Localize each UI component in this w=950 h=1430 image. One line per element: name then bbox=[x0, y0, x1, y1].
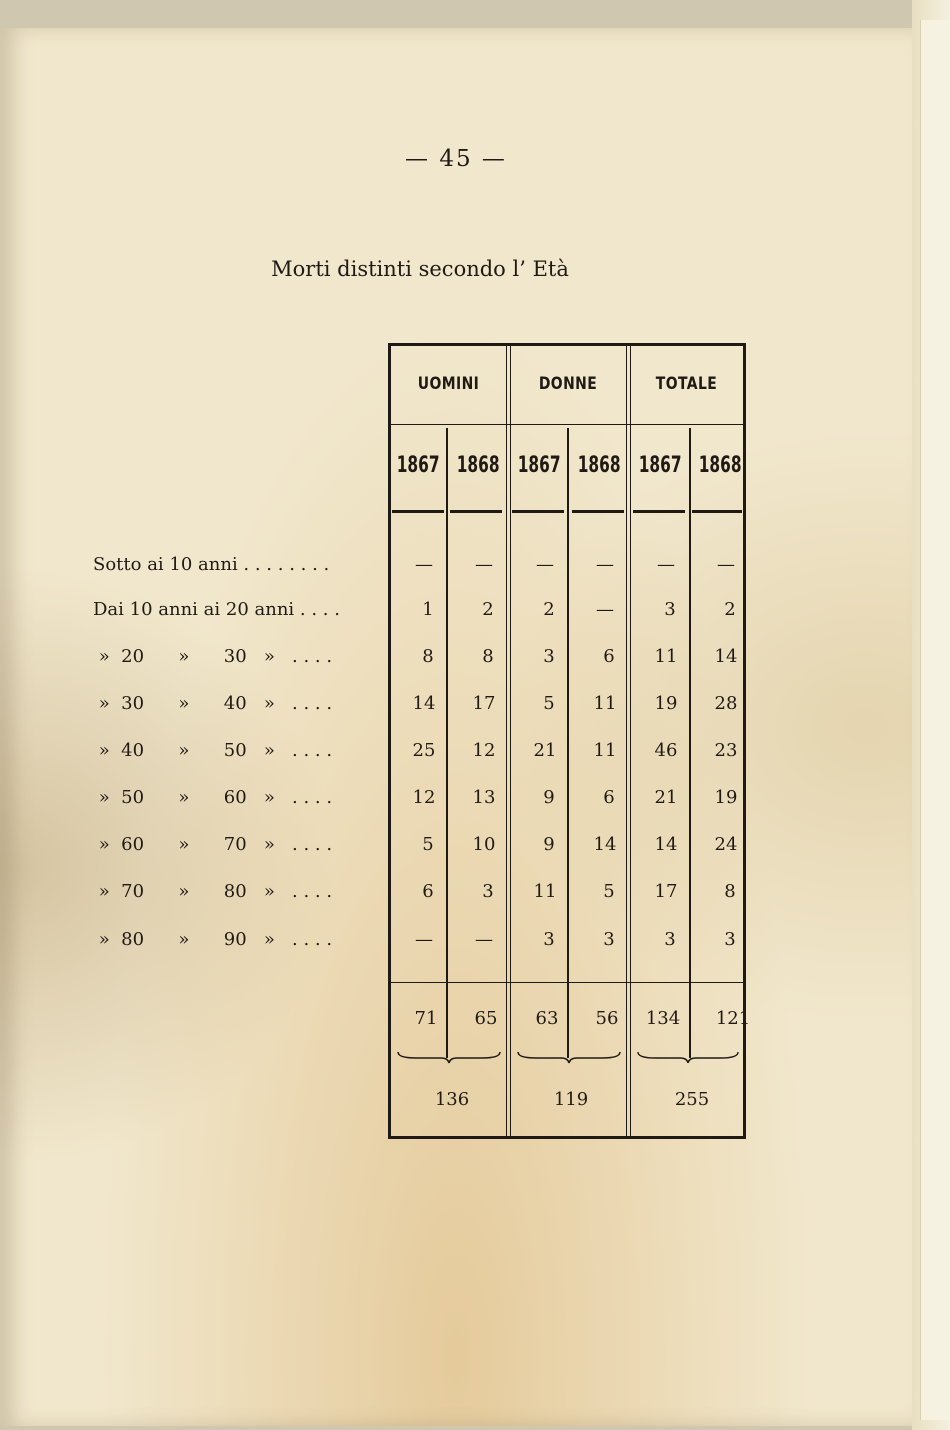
value-cell: — bbox=[415, 554, 433, 575]
value-cell: 14 bbox=[714, 646, 738, 667]
value-cell: 19 bbox=[714, 787, 738, 808]
row-label: » 20 » 30 » . . . . bbox=[93, 646, 333, 667]
value-cell: — bbox=[536, 554, 554, 575]
value-cell: 3 bbox=[543, 929, 555, 950]
value-cell: 11 bbox=[593, 740, 617, 761]
value-cell: 19 bbox=[654, 693, 678, 714]
sum-cell: 121 bbox=[715, 1008, 751, 1029]
value-cell: 11 bbox=[533, 881, 557, 902]
header-totale: TOTALE bbox=[655, 374, 718, 394]
value-cell: 3 bbox=[482, 881, 494, 902]
sum-rule bbox=[391, 982, 743, 983]
year-rule bbox=[512, 510, 564, 513]
value-cell: 2 bbox=[724, 599, 736, 620]
value-cell: 8 bbox=[482, 646, 494, 667]
year-label: 1868 bbox=[456, 453, 500, 478]
value-cell: 21 bbox=[654, 787, 678, 808]
total-uomini: 136 bbox=[434, 1089, 470, 1110]
value-cell: 6 bbox=[422, 881, 434, 902]
total-totale: 255 bbox=[674, 1089, 710, 1110]
value-cell: 17 bbox=[654, 881, 678, 902]
value-cell: 17 bbox=[472, 693, 496, 714]
value-cell: 5 bbox=[543, 693, 555, 714]
brace-mark bbox=[516, 1050, 622, 1064]
value-cell: — bbox=[657, 554, 675, 575]
brace-mark bbox=[636, 1050, 740, 1064]
row-label: » 50 » 60 » . . . . bbox=[93, 787, 333, 808]
value-cell: 46 bbox=[654, 740, 678, 761]
sum-cell: 63 bbox=[535, 1008, 559, 1029]
value-cell: 2 bbox=[482, 599, 494, 620]
value-cell: 12 bbox=[412, 787, 436, 808]
value-cell: 9 bbox=[543, 787, 555, 808]
value-cell: — bbox=[415, 929, 433, 950]
value-cell: 5 bbox=[603, 881, 615, 902]
row-label: » 40 » 50 » . . . . bbox=[93, 740, 333, 761]
value-cell: — bbox=[596, 599, 614, 620]
sum-cell: 134 bbox=[645, 1008, 681, 1029]
header-uomini: UOMINI bbox=[417, 374, 480, 394]
value-cell: 3 bbox=[603, 929, 615, 950]
value-cell: 11 bbox=[593, 693, 617, 714]
sum-cell: 71 bbox=[414, 1008, 438, 1029]
value-cell: 12 bbox=[472, 740, 496, 761]
value-cell: 3 bbox=[543, 646, 555, 667]
row-label: » 30 » 40 » . . . . bbox=[93, 693, 333, 714]
value-cell: 3 bbox=[724, 929, 736, 950]
value-cell: 5 bbox=[422, 834, 434, 855]
value-cell: 3 bbox=[664, 599, 676, 620]
year-rule bbox=[572, 510, 624, 513]
value-cell: — bbox=[596, 554, 614, 575]
value-cell: — bbox=[475, 554, 493, 575]
year-rule bbox=[633, 510, 685, 513]
row-label: » 60 » 70 » . . . . bbox=[93, 834, 333, 855]
value-cell: 3 bbox=[664, 929, 676, 950]
value-cell: — bbox=[717, 554, 735, 575]
total-donne: 119 bbox=[553, 1089, 589, 1110]
brace-mark bbox=[396, 1050, 502, 1064]
year-label: 1867 bbox=[517, 453, 561, 478]
value-cell: 10 bbox=[472, 834, 496, 855]
year-label: 1868 bbox=[698, 453, 742, 478]
header-rule bbox=[391, 424, 743, 425]
value-cell: 6 bbox=[603, 787, 615, 808]
value-cell: 28 bbox=[714, 693, 738, 714]
value-cell: 21 bbox=[533, 740, 557, 761]
value-cell: 11 bbox=[654, 646, 678, 667]
page-edge bbox=[912, 0, 950, 1430]
value-cell: 13 bbox=[472, 787, 496, 808]
value-cell: 24 bbox=[714, 834, 738, 855]
sum-cell: 56 bbox=[595, 1008, 619, 1029]
value-cell: 14 bbox=[654, 834, 678, 855]
row-label: Dai 10 anni ai 20 anni . . . . bbox=[93, 599, 340, 620]
page-number: — 45 — bbox=[405, 146, 507, 172]
value-cell: 8 bbox=[724, 881, 736, 902]
value-cell: 2 bbox=[543, 599, 555, 620]
value-cell: 14 bbox=[412, 693, 436, 714]
sum-cell: 65 bbox=[474, 1008, 498, 1029]
year-label: 1868 bbox=[577, 453, 621, 478]
row-label: » 70 » 80 » . . . . bbox=[93, 881, 333, 902]
value-cell: 9 bbox=[543, 834, 555, 855]
value-cell: 14 bbox=[593, 834, 617, 855]
value-cell: 6 bbox=[603, 646, 615, 667]
value-cell: 23 bbox=[714, 740, 738, 761]
value-cell: — bbox=[475, 929, 493, 950]
year-label: 1867 bbox=[396, 453, 440, 478]
row-label: Sotto ai 10 anni . . . . . . . . bbox=[93, 554, 330, 575]
table-title: Morti distinti secondo l’ Età bbox=[271, 257, 569, 281]
header-donne: DONNE bbox=[538, 374, 598, 394]
value-cell: 25 bbox=[412, 740, 436, 761]
value-cell: 8 bbox=[422, 646, 434, 667]
year-label: 1867 bbox=[638, 453, 682, 478]
year-rule bbox=[392, 510, 444, 513]
year-rule bbox=[450, 510, 502, 513]
year-rule bbox=[692, 510, 742, 513]
value-cell: 1 bbox=[422, 599, 434, 620]
row-label: » 80 » 90 » . . . . bbox=[93, 929, 333, 950]
